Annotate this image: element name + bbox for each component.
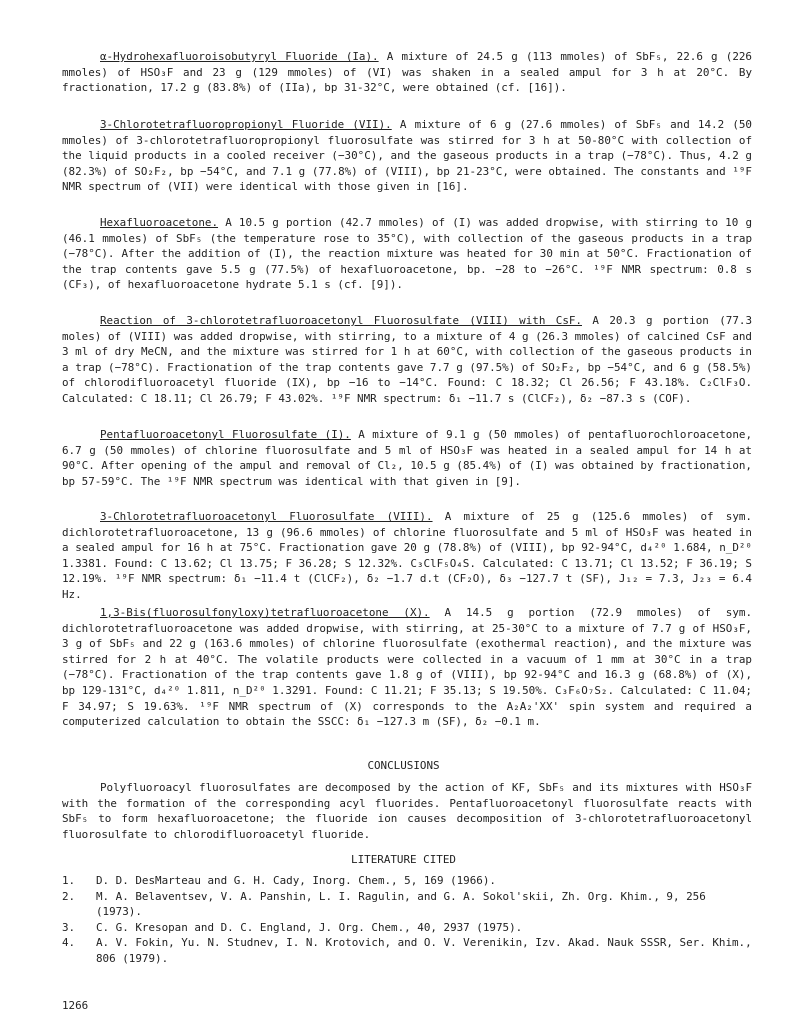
section-body: A 14.5 g portion (72.9 mmoles) of sym. dichlorotetrafluoroacetone was added dropwise, with stirring, at 25-30°C to a mixture of 7.7 g of HSO₃F, 3 g of SbF₅ and 22 g (163.6 mmoles) of chlorine fluorosulfate (exothermal reaction), and the mixture was stirred for 2 h at 40°C. The volatile products were collected in a vacuum of 1 mm at 30°C in a trap (−78°C). Fractionation of the trap contents gave 1.8 g of (VIII), bp 92-94°C and 16.3 g (68.8%) of (X), bp 129-131°C, d₄²⁰ 1.811, n_D²⁰ 1.3291. Found: C 11.21; F 35.13; S 19.50%. C₃F₆O₇S₂. Calculated: C 11.04; F 34.97; S 19.63%. ¹⁹F NMR spectrum of (X) corresponds to the A₂A₂'XX' spin system and required a computerized calculation to obtain the SSCC: δ₁ −127.3 m (SF), δ₂ −0.1 m. [62,606,753,729]
section-title: 3-Chlorotetrafluoropropionyl Fluoride (VII). [100,118,392,131]
section-body: A mixture of 24.5 g (113 mmoles) of SbF₅, 22.6 g (226 mmoles) of HSO₃F and 23 g (129 mmoles) of (VI) was shaken in a sealed ampul for 3 h at 20°C. By fractionation, 17.2 g (83.8%) of (IIa), bp 31-32°C, were obtained (cf. [16]). [62,50,752,95]
section-title: 3-Chlorotetrafluoroacetonyl Fluorosulfate (VIII). [100,510,433,523]
page-number: 1266 [62,999,89,1012]
reference-item [62,935,752,966]
section-chlorotetrafluoroacetonyl-fluorosulfate [62,509,752,603]
reference-number: 2. [62,889,76,903]
reference-text: A. V. Fokin, Yu. N. Studnev, I. N. Krotovich, and O. V. Verenikin, Izv. Akad. Nauk SSSR, Ser. Khim., 806 (1979). [96,936,752,965]
reference-item [62,889,752,920]
section-title: α-Hydrohexafluoroisobutyryl Fluoride (Ia). [100,50,379,63]
section-body: A 10.5 g portion (42.7 mmoles) of (I) was added dropwise, with stirring to 10 g (46.1 mmoles) of SbF₅ (the temperature rose to 35°C), with collection of the gaseous products in a trap (−78°C). After the addition of (I), the reaction mixture was heated for 30 min at 50°C. Fractionation of the trap contents gave 5.5 g (77.5%) of hexafluoroacetone, bp. −28 to −26°C. ¹⁹F NMR spectrum: 0.8 s (CF₃), of hexafluoroacetone hydrate 5.1 s (cf. [9]). [62,216,753,292]
reference-text: M. A. Belaventsev, V. A. Panshin, L. I. Ragulin, and G. A. Sokol'skii, Zh. Org. Khim., 9, 256 (1973). [96,889,706,919]
section-title: Hexafluoroacetone. [100,216,219,229]
section-title: 1,3-Bis(fluorosulfonyloxy)tetrafluoroacetone (X). [100,606,430,619]
section-chlorotetrafluoropropionyl-fluoride [62,117,752,195]
reference-item [62,873,752,889]
section-pentafluoroacetonyl-fluorosulfate [62,427,752,489]
section-body: A 20.3 g portion (77.3 moles) of (VIII) was added dropwise, with stirring, to a mixture of 4 g (26.3 mmoles) of calcined CsF and 3 ml of dry MeCN, and the mixture was stirred for 1 h at 60°C, with collection of the gaseous products in a trap (−78°C). Fractionation of the trap contents gave 7.7 g (97.5%) of SO₂F₂, bp −54°C, and 6 g (58.5%) of chlorodifluoroacetyl fluoride (IX), bp −16 to −14°C. Found: C 18.32; Cl 26.56; F 43.18%. C₂ClF₃O. Calculated: C 18.11; Cl 26.79; F 43.02%. ¹⁹F NMR spectrum: δ₁ −11.7 s (ClCF₂), δ₂ −87.3 s (COF). [62,314,753,405]
conclusions-body [62,780,752,842]
reference-text: C. G. Kresopan and D. C. England, J. Org. Chem., 40, 2937 (1975). [96,920,523,934]
reference-number: 1. [62,874,76,887]
section-reaction-with-csf [62,313,752,407]
section-hexafluoroacetone [62,215,752,293]
reference-text: D. D. DesMarteau and G. H. Cady, Inorg. Chem., 5, 169 (1966). [96,874,496,887]
section-bis-fluorosulfonyloxy-tetrafluoroacetone [62,605,752,730]
conclusions-text: Polyfluoroacyl fluorosulfates are decomposed by the action of KF, SbF₅ and its mixtures with HSO₃F with the formation of the corresponding acyl fluorides. Pentafluoroacetonyl fluorosulfate reacts with SbF₅ to form hexafluoroacetone; the fluoride ion causes decomposition of 3-chlorotetrafluoroacetonyl fluorosulfate to chlorodifluoroacetyl fluoride. [62,781,752,841]
reference-number: 4. [62,936,76,950]
section-body: A mixture of 25 g (125.6 mmoles) of sym. dichlorotetrafluoroacetone, 13 g (96.6 mmoles) of chlorine fluorosulfate and 5 ml of HSO₃F was heated in a sealed ampul for 16 h at 75°C. Fractionation gave 20 g (78.8%) of (VIII), bp 92-94°C, d₄²⁰ 1.684, n_D²⁰ 1.3381. Found: C 13.62; Cl 13.75; F 36.28; S 12.32%. C₃ClF₅O₄S. Calculated: C 13.71; Cl 13.52; F 36.19; S 12.19%. ¹⁹F NMR spectrum: δ₁ −11.4 t (ClCF₂), δ₂ −1.7 d.t (CF₂O), δ₃ −127.7 t (SF), J₁₂ = 7.3, J₂₃ = 6.4 Hz. [62,510,752,601]
section-title: Reaction of 3-chlorotetrafluoroacetonyl Fluorosulfate (VIII) with CsF. [100,314,582,327]
section-body: A mixture of 6 g (27.6 mmoles) of SbF₅ and 14.2 (50 mmoles) of 3-chlorotetrafluoropropionyl fluorosulfate was stirred for 3 h at 50-80°C with collection of the liquid products in a cooled receiver (−30°C), and the gaseous products in a trap (−78°C). Thus, 4.2 g (82.3%) of SO₂F₂, bp −54°C, and 7.1 g (77.8%) of (VIII), bp 21-23°C, were obtained. The constants and ¹⁹F NMR spectrum of (VII) were identical with those given in [16]. [62,118,752,194]
reference-number: 3. [62,920,76,934]
section-hydrohexafluoroisobutyryl-fluoride [62,49,752,96]
section-body: A mixture of 9.1 g (50 mmoles) of pentafluorochloroacetone, 6.7 g (50 mmoles) of chlorine fluorosulfate and 5 ml of HSO₃F was heated in a sealed ampul for 14 h at 90°C. After opening of the ampul and removal of Cl₂, 10.5 g (85.4%) of (I) was obtained by fractionation, bp 57-59°C. The ¹⁹F NMR spectrum was identical with that given in [9]. [62,428,752,488]
literature-heading: LITERATURE CITED [351,853,456,866]
reference-item [62,920,752,936]
reference-list [62,873,752,967]
conclusions-heading: CONCLUSIONS [367,759,440,772]
section-title: Pentafluoroacetonyl Fluorosulfate (I). [100,428,351,441]
